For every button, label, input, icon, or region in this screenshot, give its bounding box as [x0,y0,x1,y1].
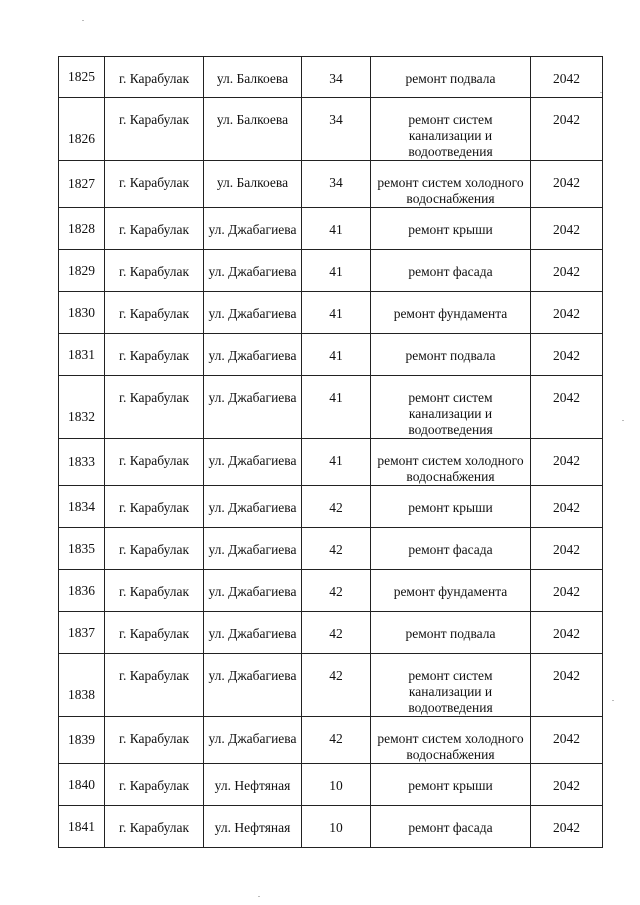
row-number-text: 1841 [68,818,95,834]
row-number [59,806,105,848]
street-cell-text: ул. Нефтяная [214,778,291,793]
street-cell [204,98,302,161]
row-number [59,439,105,486]
house-number-cell [302,292,371,334]
row-number [59,57,105,98]
work-type-cell [371,376,531,439]
year-cell [531,376,603,439]
work-type-cell-text: ремонт крыши [408,222,493,237]
street-cell-text: ул. Джабагиева [208,584,297,599]
year-cell-text: 2042 [553,390,580,405]
city-cell [105,250,204,292]
work-type-cell-text: ремонт систем холодного водоснабжения [377,175,524,206]
year-cell [531,161,603,208]
street-cell-text: ул. Джабагиева [208,306,297,321]
row-number [59,250,105,292]
street-cell-text: ул. Джабагиева [208,542,297,557]
row-number [59,98,105,161]
work-type-cell [371,570,531,612]
work-type-cell-text: ремонт подвала [405,626,496,641]
row-number-text: 1835 [68,540,95,556]
house-number-cell [302,612,371,654]
table-row [59,806,603,848]
city-cell [105,806,204,848]
year-cell-text: 2042 [553,71,580,86]
table-row [59,98,603,161]
city-cell-text: г. Карабулак [118,390,190,405]
city-cell-text: г. Карабулак [118,668,190,683]
repair-schedule-table [58,56,603,848]
work-type-cell-text: ремонт систем канализации и водоотведения [408,112,493,159]
row-number [59,486,105,528]
house-number-cell-text: 41 [329,222,343,237]
scan-speck [622,420,624,421]
scan-speck [612,700,614,701]
street-cell-text: ул. Джабагиева [208,264,297,279]
year-cell [531,98,603,161]
house-number-cell-text: 10 [329,778,343,793]
city-cell-text: г. Карабулак [118,306,190,321]
street-cell [204,806,302,848]
city-cell [105,57,204,98]
work-type-cell [371,806,531,848]
city-cell [105,486,204,528]
house-number-cell-text: 42 [329,542,343,557]
table-row [59,654,603,717]
house-number-cell [302,250,371,292]
year-cell-text: 2042 [553,731,580,746]
house-number-cell-text: 42 [329,584,343,599]
street-cell-text: ул. Нефтяная [214,820,291,835]
table-row [59,486,603,528]
work-type-cell [371,486,531,528]
street-cell [204,208,302,250]
row-number [59,528,105,570]
street-cell [204,717,302,764]
year-cell [531,654,603,717]
city-cell [105,334,204,376]
row-number [59,570,105,612]
table-row [59,439,603,486]
house-number-cell [302,98,371,161]
city-cell [105,764,204,806]
house-number-cell [302,57,371,98]
year-cell-text: 2042 [553,668,580,683]
table-row [59,570,603,612]
row-number-text: 1831 [68,346,95,362]
house-number-cell [302,486,371,528]
city-cell [105,161,204,208]
work-type-cell-text: ремонт систем канализации и водоотведения [408,390,493,437]
table-row [59,717,603,764]
house-number-cell [302,717,371,764]
work-type-cell [371,98,531,161]
row-number [59,208,105,250]
work-type-cell [371,208,531,250]
year-cell-text: 2042 [553,778,580,793]
city-cell-text: г. Карабулак [118,348,190,363]
street-cell-text: ул. Джабагиева [208,626,297,641]
street-cell-text: ул. Балкоева [216,112,289,127]
street-cell [204,292,302,334]
year-cell [531,208,603,250]
table-row [59,764,603,806]
row-number-text: 1825 [68,69,95,84]
house-number-cell-text: 34 [329,71,343,86]
street-cell-text: ул. Балкоева [216,71,289,86]
street-cell [204,570,302,612]
row-number-text: 1836 [68,582,95,598]
scan-speck [600,92,602,93]
city-cell [105,654,204,717]
house-number-cell [302,654,371,717]
house-number-cell-text: 42 [329,626,343,641]
table-row [59,292,603,334]
work-type-cell [371,717,531,764]
house-number-cell [302,208,371,250]
house-number-cell-text: 41 [329,348,343,363]
house-number-cell-text: 41 [329,306,343,321]
city-cell-text: г. Карабулак [118,820,190,835]
work-type-cell-text: ремонт крыши [408,500,493,515]
work-type-cell-text: ремонт подвала [405,71,496,86]
row-number-text: 1828 [68,220,95,236]
street-cell [204,250,302,292]
year-cell [531,57,603,98]
city-cell-text: г. Карабулак [118,71,190,86]
work-type-cell-text: ремонт фундамента [393,584,508,599]
row-number-text: 1838 [68,687,95,702]
city-cell [105,570,204,612]
row-number [59,717,105,764]
row-number-text: 1837 [68,624,95,640]
row-number-text: 1830 [68,304,95,320]
city-cell [105,98,204,161]
city-cell [105,292,204,334]
row-number [59,764,105,806]
work-type-cell [371,250,531,292]
year-cell [531,806,603,848]
year-cell [531,612,603,654]
work-type-cell [371,334,531,376]
row-number-text: 1840 [68,776,95,792]
row-number-text: 1829 [68,262,95,278]
street-cell-text: ул. Джабагиева [208,453,297,468]
city-cell-text: г. Карабулак [118,112,190,127]
year-cell-text: 2042 [553,306,580,321]
work-type-cell-text: ремонт фасада [408,820,493,835]
house-number-cell-text: 41 [329,453,343,468]
house-number-cell-text: 42 [329,668,343,683]
year-cell-text: 2042 [553,112,580,127]
city-cell-text: г. Карабулак [118,584,190,599]
street-cell-text: ул. Джабагиева [208,222,297,237]
work-type-cell-text: ремонт крыши [408,778,493,793]
house-number-cell-text: 34 [329,175,343,190]
house-number-cell [302,764,371,806]
year-cell [531,439,603,486]
work-type-cell [371,612,531,654]
house-number-cell [302,376,371,439]
house-number-cell [302,161,371,208]
year-cell [531,334,603,376]
work-type-cell-text: ремонт подвала [405,348,496,363]
year-cell [531,764,603,806]
house-number-cell [302,334,371,376]
table-row [59,334,603,376]
street-cell-text: ул. Джабагиева [208,390,297,405]
year-cell [531,570,603,612]
row-number-text: 1834 [68,498,95,514]
row-number-text: 1832 [68,409,95,424]
work-type-cell-text: ремонт фасада [408,264,493,279]
work-type-cell [371,439,531,486]
house-number-cell [302,806,371,848]
table-row [59,250,603,292]
house-number-cell [302,439,371,486]
work-type-cell-text: ремонт систем канализации и водоотведения [408,668,493,715]
street-cell [204,161,302,208]
table-body [59,57,603,848]
row-number [59,612,105,654]
work-type-cell-text: ремонт систем холодного водоснабжения [377,453,524,484]
house-number-cell [302,528,371,570]
work-type-cell [371,764,531,806]
street-cell [204,654,302,717]
house-number-cell-text: 42 [329,500,343,515]
table-row [59,208,603,250]
row-number-text: 1827 [68,176,95,191]
street-cell-text: ул. Джабагиева [208,500,297,515]
city-cell [105,439,204,486]
city-cell-text: г. Карабулак [118,778,190,793]
street-cell-text: ул. Балкоева [216,175,289,190]
city-cell-text: г. Карабулак [118,222,190,237]
year-cell [531,486,603,528]
street-cell [204,334,302,376]
work-type-cell-text: ремонт фасада [408,542,493,557]
scan-speck [258,896,260,897]
city-cell [105,208,204,250]
year-cell [531,292,603,334]
city-cell-text: г. Карабулак [118,731,190,746]
street-cell [204,764,302,806]
street-cell [204,486,302,528]
house-number-cell-text: 34 [329,112,343,127]
street-cell-text: ул. Джабагиева [208,731,297,746]
year-cell-text: 2042 [553,453,580,468]
year-cell-text: 2042 [553,348,580,363]
work-type-cell [371,528,531,570]
year-cell-text: 2042 [553,542,580,557]
work-type-cell [371,57,531,98]
table-row [59,612,603,654]
house-number-cell-text: 41 [329,390,343,405]
street-cell [204,612,302,654]
city-cell-text: г. Карабулак [118,500,190,515]
year-cell-text: 2042 [553,175,580,190]
house-number-cell-text: 10 [329,820,343,835]
row-number [59,292,105,334]
row-number [59,161,105,208]
table-row [59,528,603,570]
year-cell [531,717,603,764]
scan-speck [82,20,84,21]
street-cell [204,376,302,439]
year-cell-text: 2042 [553,626,580,641]
city-cell-text: г. Карабулак [118,175,190,190]
year-cell [531,528,603,570]
year-cell [531,250,603,292]
city-cell [105,528,204,570]
city-cell-text: г. Карабулак [118,626,190,641]
work-type-cell [371,161,531,208]
table-row [59,376,603,439]
row-number-text: 1833 [68,454,95,469]
row-number-text: 1839 [68,732,95,747]
work-type-cell [371,654,531,717]
table-row [59,57,603,98]
house-number-cell-text: 42 [329,731,343,746]
row-number [59,334,105,376]
row-number [59,654,105,717]
street-cell [204,57,302,98]
city-cell [105,376,204,439]
year-cell-text: 2042 [553,264,580,279]
street-cell [204,528,302,570]
house-number-cell-text: 41 [329,264,343,279]
street-cell-text: ул. Джабагиева [208,348,297,363]
street-cell-text: ул. Джабагиева [208,668,297,683]
work-type-cell-text: ремонт фундамента [393,306,508,321]
row-number [59,376,105,439]
city-cell-text: г. Карабулак [118,542,190,557]
house-number-cell [302,570,371,612]
work-type-cell-text: ремонт систем холодного водоснабжения [377,731,524,762]
street-cell [204,439,302,486]
year-cell-text: 2042 [553,820,580,835]
work-type-cell [371,292,531,334]
city-cell [105,717,204,764]
year-cell-text: 2042 [553,584,580,599]
city-cell [105,612,204,654]
year-cell-text: 2042 [553,222,580,237]
city-cell-text: г. Карабулак [118,264,190,279]
table-row [59,161,603,208]
city-cell-text: г. Карабулак [118,453,190,468]
row-number-text: 1826 [68,131,95,146]
year-cell-text: 2042 [553,500,580,515]
